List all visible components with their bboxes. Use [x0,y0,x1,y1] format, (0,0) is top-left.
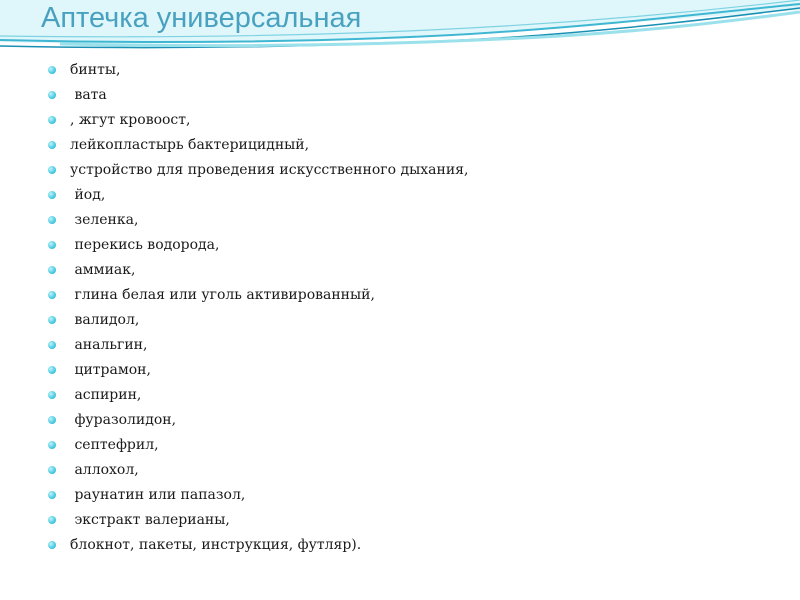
bullet-dot-icon [48,341,56,349]
list-item [48,410,468,435]
list-item [48,310,468,335]
list-item-text: лейкопластырь бактерицидный, [70,137,310,153]
bullet-dot-icon [48,116,56,124]
list-item [48,535,468,560]
bullet-dot-icon [48,541,56,549]
bullet-dot-icon [48,291,56,299]
bullet-dot-icon [48,66,56,74]
list-item [48,185,468,210]
list-item [48,60,468,85]
list-item-text: блокнот, пакеты, инструкция, футляр). [70,537,362,553]
list-item-text: устройство для проведения искусственного дыхания, [70,162,469,178]
list-item [48,435,468,460]
list-item-text: , жгут кровоост, [70,112,191,128]
bullet-dot-icon [48,366,56,374]
slide-title: Аптечка универсальная [41,2,362,34]
list-item-text: раунатин или папазол, [70,487,246,503]
first-aid-item-list [48,60,468,560]
list-item-text: глина белая или уголь активированный, [70,287,375,303]
bullet-dot-icon [48,491,56,499]
bullet-dot-icon [48,266,56,274]
list-item-text: вата [70,87,107,103]
list-item [48,210,468,235]
bullet-dot-icon [48,516,56,524]
list-item [48,360,468,385]
bullet-dot-icon [48,166,56,174]
list-item-text: аммиак, [70,262,136,278]
list-item [48,385,468,410]
list-item-text: аспирин, [70,387,142,403]
list-item [48,510,468,535]
list-item-text: валидол, [70,312,140,328]
list-item [48,485,468,510]
list-item [48,460,468,485]
bullet-dot-icon [48,316,56,324]
list-item-text: аллохол, [70,462,139,478]
bullet-dot-icon [48,141,56,149]
list-item [48,135,468,160]
bullet-dot-icon [48,216,56,224]
list-item-text: йод, [70,187,106,203]
list-item [48,260,468,285]
bullet-dot-icon [48,241,56,249]
bullet-dot-icon [48,466,56,474]
list-item-text: цитрамон, [70,362,151,378]
bullet-dot-icon [48,441,56,449]
list-item-text: экстракт валерианы, [70,512,230,528]
list-item-text: зеленка, [70,212,139,228]
list-item [48,85,468,110]
list-item-text: бинты, [70,62,121,78]
bullet-dot-icon [48,91,56,99]
bullet-dot-icon [48,416,56,424]
list-item [48,235,468,260]
list-item-text: фуразолидон, [70,412,177,428]
bullet-dot-icon [48,391,56,399]
bullet-dot-icon [48,191,56,199]
list-item-text: анальгин, [70,337,148,353]
list-item-text: септефрил, [70,437,159,453]
list-item [48,160,468,185]
list-item-text: перекись водорода, [70,237,220,253]
list-item [48,110,468,135]
list-item [48,335,468,360]
list-item [48,285,468,310]
